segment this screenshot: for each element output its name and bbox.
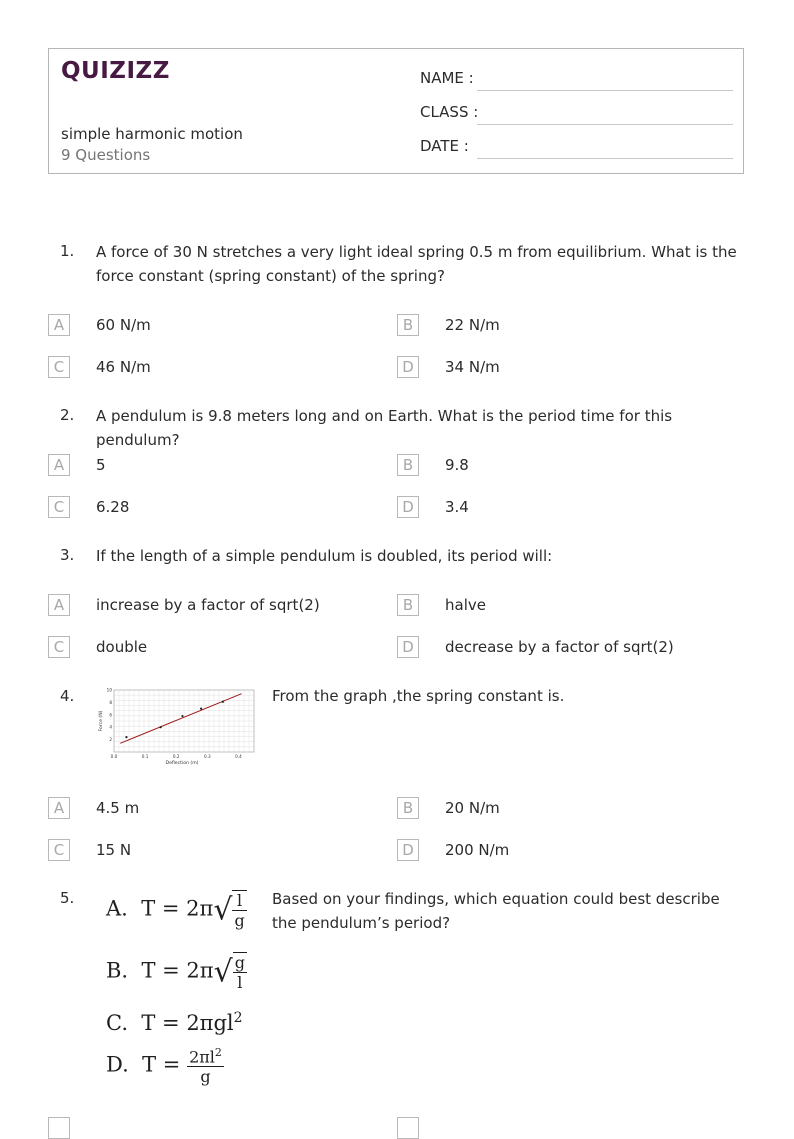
option-text-d: decrease by a factor of sqrt(2)	[445, 638, 674, 656]
equation-a: A. T = 2π√ $\frac{l}{g}$	[106, 891, 245, 930]
data-point	[200, 708, 202, 710]
option-letter-b[interactable]: B	[397, 797, 419, 819]
question-number: 1.	[60, 242, 75, 260]
option-text-b: 22 N/m	[445, 316, 500, 334]
data-point	[160, 726, 162, 728]
y-tick-label: 2	[109, 737, 112, 743]
y-tick-label: 4	[109, 724, 112, 730]
option-letter-a[interactable]: A	[48, 454, 70, 476]
option-text-b: 9.8	[445, 456, 469, 474]
y-tick-label: 10	[106, 687, 112, 693]
option-letter-box[interactable]	[397, 1117, 419, 1139]
x-tick-label: 0.1	[141, 754, 149, 759]
question-number: 5.	[60, 889, 75, 907]
class-field	[420, 103, 478, 121]
y-ticks	[107, 688, 113, 743]
question-number: 3.	[60, 546, 75, 564]
y-tick-label: 8	[109, 699, 112, 705]
x-tick-label: 0.0	[110, 754, 118, 759]
data-point	[125, 736, 127, 738]
option-letter-d[interactable]: D	[397, 839, 419, 861]
name-line[interactable]	[477, 90, 733, 91]
x-ticks	[111, 754, 242, 759]
option-text-d: 200 N/m	[445, 841, 510, 859]
question-text: If the length of a simple pendulum is doubled, its period will:	[96, 547, 553, 565]
equation-b: B. T = 2π√ $\frac{g}{l}$	[106, 953, 245, 992]
x-tick-label: 0.3	[203, 754, 211, 759]
option-letter-b[interactable]: B	[397, 314, 419, 336]
question-number: 2.	[60, 406, 75, 424]
option-letter-c[interactable]: C	[48, 839, 70, 861]
option-text-d: 34 N/m	[445, 358, 500, 376]
option-text-b: halve	[445, 596, 486, 614]
option-letter-box[interactable]	[48, 1117, 70, 1139]
x-tick-label: 0.2	[172, 754, 180, 759]
option-letter-a[interactable]: A	[48, 594, 70, 616]
question-text: Based on your findings, which equation could best describe the pendulum’s period?	[272, 890, 720, 932]
option-letter-c[interactable]: C	[48, 636, 70, 658]
option-text-c: 6.28	[96, 498, 130, 516]
option-letter-d[interactable]: D	[397, 496, 419, 518]
option-text-b: 20 N/m	[445, 799, 500, 817]
chart-grid	[114, 690, 254, 752]
option-letter-d[interactable]: D	[397, 356, 419, 378]
option-letter-a[interactable]: A	[48, 797, 70, 819]
x-tick-label: 0.4	[235, 754, 242, 759]
x-axis-label: Deflection (m)	[165, 761, 199, 766]
date-line[interactable]	[477, 158, 733, 159]
name-field	[420, 69, 474, 87]
option-text-c: 15 N	[96, 841, 132, 859]
option-text-a: 60 N/m	[96, 316, 151, 334]
option-letter-c[interactable]: C	[48, 496, 70, 518]
worksheet-title: simple harmonic motion	[61, 125, 243, 143]
quizizz-logo: QUIZIZZ	[61, 58, 170, 84]
date-field	[420, 137, 469, 155]
question-text: A force of 30 N stretches a very light ideal spring 0.5 m from equilibrium. What is the force constant (spring constant) of the spring?	[96, 243, 737, 285]
equation-d: D. T = $\frac{2\pi l^2}{g}$	[106, 1046, 222, 1087]
option-text-c: 46 N/m	[96, 358, 151, 376]
date-label: DATE :	[420, 137, 469, 155]
equation-c: C. T = 2πgl$^2$	[106, 1010, 243, 1035]
option-text-a: 5	[96, 456, 106, 474]
option-letter-d[interactable]: D	[397, 636, 419, 658]
y-tick-label: 6	[109, 712, 112, 718]
force-deflection-chart	[96, 684, 260, 768]
data-point	[181, 715, 183, 717]
option-letter-b[interactable]: B	[397, 454, 419, 476]
name-label: NAME :	[420, 69, 474, 87]
y-axis-label: Force (N)	[99, 710, 104, 732]
question-count: 9 Questions	[61, 146, 151, 164]
class-label: CLASS :	[420, 103, 479, 121]
data-point	[222, 701, 224, 703]
class-line[interactable]	[477, 124, 733, 125]
question-text: A pendulum is 9.8 meters long and on Earth. What is the period time for this pendulum?	[96, 407, 673, 449]
option-letter-a[interactable]: A	[48, 314, 70, 336]
option-letter-b[interactable]: B	[397, 594, 419, 616]
option-text-c: double	[96, 638, 148, 656]
option-text-d: 3.4	[445, 498, 469, 516]
question-number: 4.	[60, 687, 75, 705]
option-text-a: 4.5 m	[96, 799, 140, 817]
worksheet-header	[48, 48, 744, 174]
option-text-a: increase by a factor of sqrt(2)	[96, 596, 320, 614]
option-letter-c[interactable]: C	[48, 356, 70, 378]
question-text: From the graph ,the spring constant is.	[272, 687, 565, 705]
